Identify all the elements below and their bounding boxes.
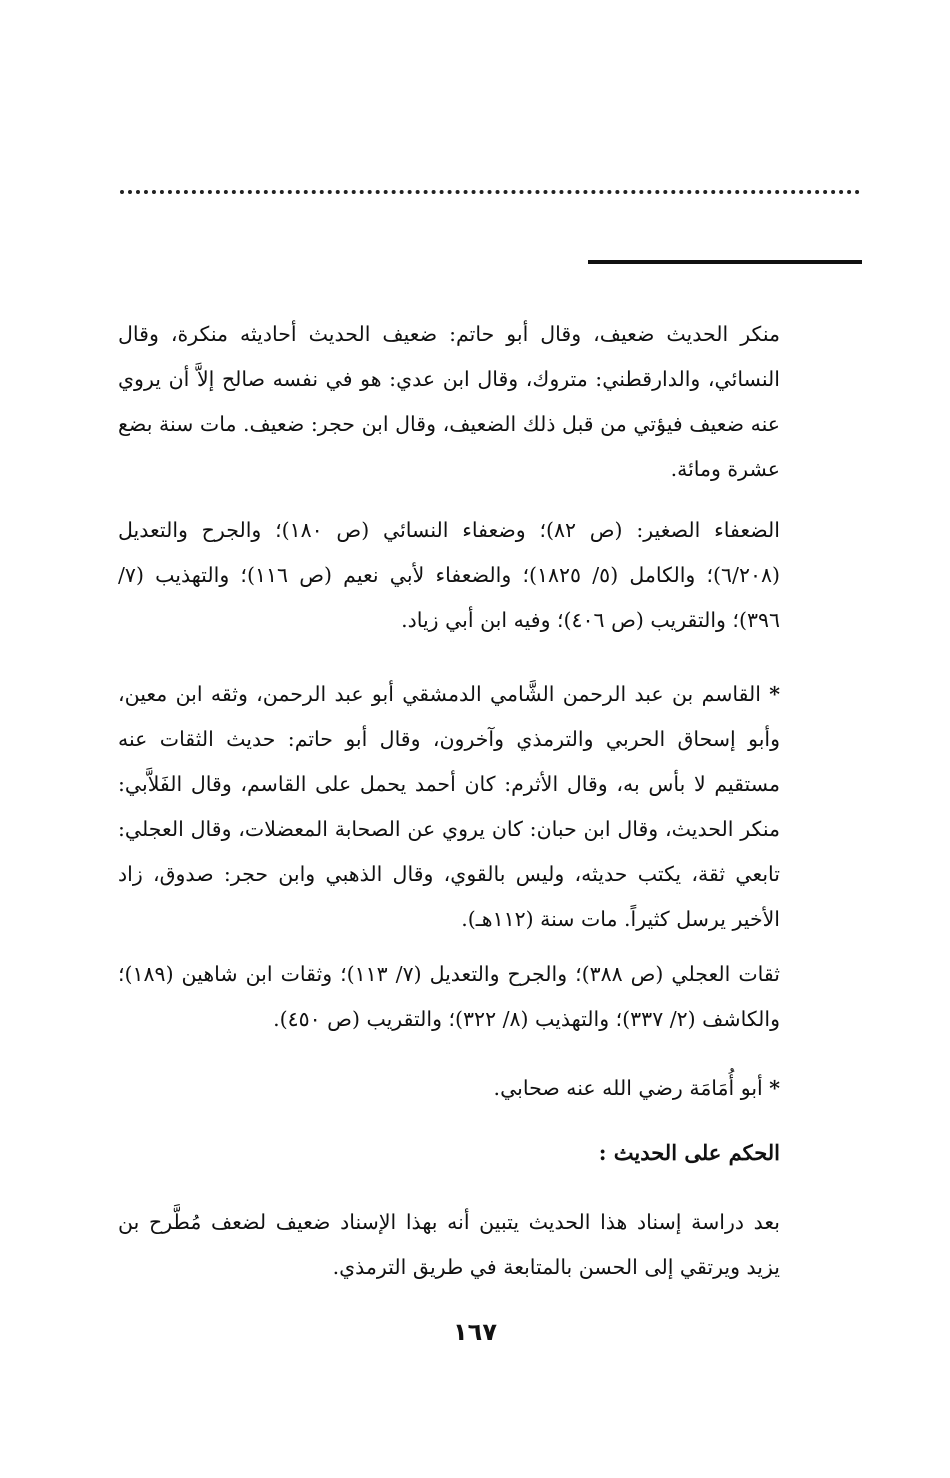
paragraph-text: بعد دراسة إسناد هذا الحديث يتبين أنه بهذا الإسناد ضعيف لضعف مُطَّرح بن يزيد ويرتقي إلى الحسن بالمتابعة في طريق الترمذي. bbox=[118, 1210, 780, 1279]
asterisk-bullet-icon: * bbox=[769, 1076, 780, 1100]
paragraph-sources-1 bbox=[118, 508, 780, 643]
paragraph-narrator-critique bbox=[118, 312, 780, 492]
paragraph-text: ثقات العجلي (ص ٣٨٨)؛ والجرح والتعديل (٧/ ١١٣)؛ وثقات ابن شاهين (١٨٩)؛ والكاشف (٢/ ٣٣٧)؛ والتهذيب (٨/ ٣٢٢)؛ والتقريب (ص ٤٥٠). bbox=[118, 962, 780, 1031]
paragraph-verdict bbox=[118, 1200, 780, 1290]
asterisk-bullet-icon: * bbox=[769, 682, 780, 706]
paragraph-narrator-qasim bbox=[118, 672, 780, 942]
paragraph-sources-2 bbox=[118, 952, 780, 1042]
footnote-rule bbox=[588, 260, 862, 264]
page-number: ١٦٧ bbox=[453, 1318, 497, 1346]
section-heading: الحكم على الحديث : bbox=[598, 1140, 780, 1165]
paragraph-text: أبو أُمَامَة رضي الله عنه صحابي. bbox=[493, 1076, 763, 1100]
paragraph-narrator-abu-umama bbox=[118, 1066, 780, 1111]
paragraph-text: الضعفاء الصغير: (ص ٨٢)؛ وضعفاء النسائي (ص ١٨٠)؛ والجرح والتعديل (٦/٢٠٨)؛ والكامل (٥/ ١٨٢٥)؛ والضعفاء لأبي نعيم (ص ١١٦)؛ والتهذيب (٧/ ٣٩٦)؛ والتقريب (ص ٤٠٦)؛ وفيه ابن أبي زياد. bbox=[118, 518, 780, 632]
paragraph-text: منكر الحديث ضعيف، وقال أبو حاتم: ضعيف الحديث أحاديثه منكرة، وقال النسائي، والدارقطني: متروك، وقال ابن عدي: هو في نفسه صالح إلاَّ أن يروي عنه ضعيف فيؤتي من قبل ذلك الضعيف، وقال ابن حجر: ضعيف. مات سنة بضع عشرة ومائة. bbox=[118, 322, 780, 481]
paragraph-text: القاسم بن عبد الرحمن الشَّامي الدمشقي أبو عبد الرحمن، وثقه ابن معين، وأبو إسحاق الحربي والترمذي وآخرون، وقال أبو حاتم: حديث الثقات عنه مستقيم لا بأس به، وقال الأثرم: كان أحمد يحمل على القاسم، وقال الفَلاَّبي: منكر الحديث، وقال ابن حبان: كان يروي عن الصحابة المعضلات، وقال العجلي: تابعي ثقة، يكتب حديثه، وليس بالقوي، وقال الذهبي وابن حجر: صدوق، زاد الأخير يرسل كثيراً. مات سنة (١١٢هـ). bbox=[118, 682, 780, 931]
dotted-separator bbox=[120, 190, 860, 194]
